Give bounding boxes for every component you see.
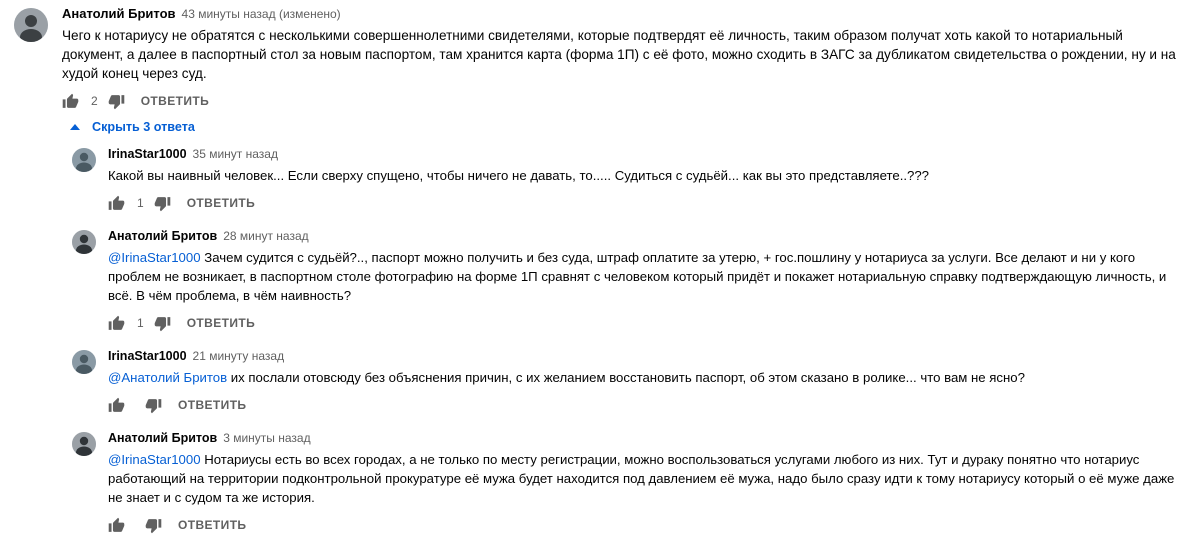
comment-timestamp[interactable]: 28 минут назад bbox=[223, 229, 309, 243]
avatar[interactable] bbox=[72, 148, 96, 172]
comment-meta bbox=[108, 228, 1186, 244]
thumb-down-icon bbox=[108, 93, 125, 110]
comment-body bbox=[108, 430, 1186, 536]
like-button[interactable] bbox=[108, 517, 125, 534]
mention-link[interactable]: @IrinaStar1000 bbox=[108, 452, 201, 467]
top-level-comment bbox=[14, 6, 1186, 536]
comment-body bbox=[108, 228, 1186, 334]
dislike-button[interactable] bbox=[108, 93, 125, 110]
comment-text bbox=[108, 450, 1186, 507]
comment-author[interactable]: IrinaStar1000 bbox=[108, 147, 187, 161]
like-count: 1 bbox=[137, 196, 144, 210]
comment-body-text: Зачем судится с судьёй?.., паспорт можно получить и без суда, штраф оплатите за утерю, + гос.пошлину у нотариуса за услуги. Все делают и ни у кого проблем не возникает, в паспортном столе фотографию на форме 1П сравнят с человеком который придёт и покажет нотариальную справку подтверждающую личность, и всё. В чём проблема, в чём наивность? bbox=[108, 250, 1167, 303]
comment-author[interactable]: Анатолий Бритов bbox=[108, 229, 218, 243]
dislike-button[interactable] bbox=[154, 315, 171, 332]
dislike-button[interactable] bbox=[145, 517, 162, 534]
reply-item bbox=[72, 348, 1186, 416]
reply-item bbox=[72, 430, 1186, 536]
replies-list bbox=[72, 146, 1186, 536]
comment-author[interactable]: Анатолий Бритов bbox=[108, 431, 218, 445]
like-button[interactable] bbox=[108, 195, 125, 212]
avatar[interactable] bbox=[72, 350, 96, 374]
comment-actions bbox=[62, 90, 1186, 112]
comment-body bbox=[108, 146, 1186, 214]
thumb-up-icon bbox=[108, 315, 125, 332]
thumb-down-icon bbox=[145, 517, 162, 534]
comment-meta bbox=[62, 6, 1186, 22]
reply-item bbox=[72, 228, 1186, 334]
comment-meta bbox=[108, 146, 1186, 162]
thumb-up-icon bbox=[108, 397, 125, 414]
thumb-up-icon bbox=[62, 93, 79, 110]
comment-body-text: Какой вы наивный человек... Если сверху спущено, чтобы ничего не давать, то..... Судиться с судьёй... как вы это представляете..??? bbox=[108, 168, 930, 183]
comment-body-text: Нотариусы есть во всех городах, а не только по месту регистрации, можно воспользоваться услугами любого из них. Тут и дураку понятно что нотариус работающий на территории подконтрольной прокуратуре её мужа будет находится под давлением её мужа, надо было сразу идти к тому нотариусу который о её муже даже не знает и с судом та же история. bbox=[108, 452, 1175, 505]
comment-text bbox=[108, 248, 1186, 305]
like-count: 2 bbox=[91, 94, 98, 108]
comment-author[interactable]: IrinaStar1000 bbox=[108, 349, 187, 363]
comment-timestamp[interactable]: 43 минуты назад (изменено) bbox=[181, 7, 341, 21]
avatar[interactable] bbox=[72, 230, 96, 254]
like-button[interactable] bbox=[62, 93, 79, 110]
dislike-button[interactable] bbox=[154, 195, 171, 212]
reply-button[interactable]: ОТВЕТИТЬ bbox=[140, 94, 210, 108]
mention-link[interactable]: @Анатолий Бритов bbox=[108, 370, 228, 385]
comment-body bbox=[62, 6, 1186, 536]
comment-timestamp[interactable]: 35 минут назад bbox=[192, 147, 278, 161]
comment-actions bbox=[108, 514, 1186, 536]
reply-button[interactable]: ОТВЕТИТЬ bbox=[186, 316, 256, 330]
comment-author[interactable]: Анатолий Бритов bbox=[62, 6, 176, 21]
mention-link[interactable]: @IrinaStar1000 bbox=[108, 250, 201, 265]
thumb-down-icon bbox=[154, 315, 171, 332]
comment-meta bbox=[108, 430, 1186, 446]
reply-item bbox=[72, 146, 1186, 214]
thumb-down-icon bbox=[154, 195, 171, 212]
comment-text bbox=[108, 166, 1186, 185]
reply-button[interactable]: ОТВЕТИТЬ bbox=[178, 518, 247, 532]
comment-body bbox=[108, 348, 1186, 416]
reply-button[interactable]: ОТВЕТИТЬ bbox=[178, 398, 247, 412]
comment-body-text: их послали отовсюду без объяснения причин, с их желанием восстановить паспорт, об этом сказано в ролике... что вам не ясно? bbox=[227, 370, 1025, 385]
avatar[interactable] bbox=[14, 8, 48, 42]
comment-text bbox=[108, 368, 1186, 387]
like-button[interactable] bbox=[108, 397, 125, 414]
comment-actions bbox=[108, 312, 1186, 334]
like-count: 1 bbox=[137, 316, 144, 330]
comment-text: Чего к нотариусу не обратятся с несколькими совершеннолетними свидетелями, которые подтвердят её личность, таким образом получат хоть какой то нотариальный документ, а далее в паспортный стол за новым паспортом, там хранится карта (форма 1П) с её фото, можно сходить в ЗАГС за дубликатом свидетельства о рождении, ну и на худой конец через суд. bbox=[62, 28, 1176, 81]
comment-actions bbox=[108, 192, 1186, 214]
reply-button[interactable]: ОТВЕТИТЬ bbox=[186, 196, 256, 210]
toggle-replies-label: Скрыть 3 ответа bbox=[92, 120, 195, 134]
thumb-down-icon bbox=[145, 397, 162, 414]
dislike-button[interactable] bbox=[145, 397, 162, 414]
thumb-up-icon bbox=[108, 195, 125, 212]
toggle-replies-button[interactable] bbox=[64, 116, 1186, 138]
comment-meta bbox=[108, 348, 1186, 364]
caret-up-icon bbox=[70, 124, 80, 130]
comment-timestamp[interactable]: 3 минуты назад bbox=[223, 431, 311, 445]
comment-timestamp[interactable]: 21 минуту назад bbox=[192, 349, 285, 363]
like-button[interactable] bbox=[108, 315, 125, 332]
comment-actions bbox=[108, 394, 1186, 416]
thumb-up-icon bbox=[108, 517, 125, 534]
avatar[interactable] bbox=[72, 432, 96, 456]
